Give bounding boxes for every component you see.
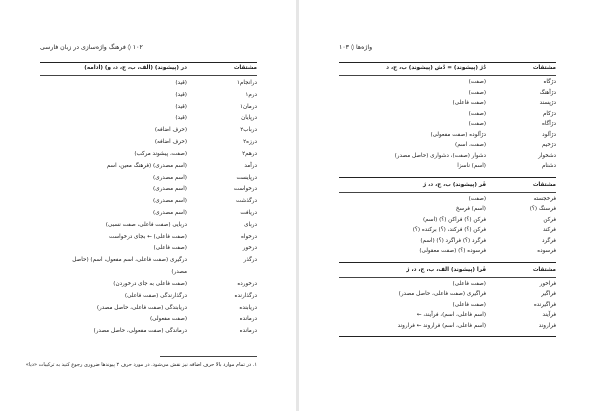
- description-cell: (اسم مصدری): [153, 210, 187, 216]
- term-cell: دریافت: [240, 210, 257, 216]
- column-header-terms: مشتقات: [233, 65, 257, 71]
- term-cell: دژخیم: [541, 142, 556, 148]
- term-cell: درخواه: [240, 233, 257, 240]
- term-cell: درم۱: [245, 91, 257, 98]
- column-header-type: فَرا (پیشوند) الف، ب، ج، د، ژ: [406, 266, 486, 273]
- term-cell: درهم۲: [242, 150, 257, 157]
- term-cell: فرگرد: [541, 237, 556, 244]
- term-cell: فرکن: [543, 216, 556, 223]
- term-cell: فراروند: [538, 322, 556, 329]
- description-cell: (قید): [175, 91, 187, 98]
- page-header: واژه‌ها ◊ ۱۰۳: [339, 44, 373, 51]
- description-cell: دریابندگی (صفت فاعلی، حاصل مصدر): [96, 304, 187, 311]
- term-cell: دریابنده: [239, 304, 257, 311]
- description-cell: (صفت فاعلی): [153, 245, 187, 252]
- description-cell: درگیری (صفت فاعلی، اسم مفعول، اسم) (حاصل: [72, 257, 187, 264]
- table-top-rule: [339, 62, 556, 63]
- header-rule: [339, 192, 556, 193]
- term-cell: دربای: [244, 221, 257, 228]
- term-cell: درمانده: [239, 328, 257, 335]
- description-cell: (صفت): [468, 79, 486, 85]
- description-cell: (صفت مفعولی): [150, 316, 187, 323]
- description-cell: فراگیری (صفت فاعلی، حاصل مصدر): [398, 291, 486, 297]
- description-cell: (حرف اضافه): [154, 139, 187, 146]
- description-cell: (صفت فاعلی به جای درخوردن): [113, 280, 187, 287]
- term-cell: فرکند: [542, 227, 556, 233]
- column-header-type: در (پیشوند) (الف، ب، ج، د، و) (ادامه): [84, 65, 187, 71]
- description-cell: (حرف اضافه): [154, 127, 187, 134]
- description-cell: (صفت فاعلی) ← بجای درخواست: [109, 233, 187, 240]
- description-cell: (صفت): [468, 89, 486, 96]
- term-cell: درپایان: [241, 115, 257, 122]
- description-cell: (اسم فاعلی، اسم) فراروند ← فراروند: [397, 322, 486, 329]
- section-bottom-rule: [339, 336, 556, 337]
- description-cell: دربایی (صفت فاعلی، صفت نسبی): [105, 221, 187, 228]
- term-cell: درانجام۱: [236, 80, 257, 86]
- description-cell: (قید): [175, 115, 187, 122]
- description-cell: دژآلوده (صفت مفعولی): [430, 131, 486, 138]
- term-cell: فرخجسته: [533, 195, 556, 202]
- description-cell: فرسوده (؟) (صفت معقولی): [419, 248, 486, 254]
- term-cell: درگذارنده: [234, 292, 257, 299]
- term-cell: فرسنگ (؟): [529, 206, 556, 212]
- description-cell: (اسم) ناسزا: [457, 163, 486, 169]
- term-cell: دشنام: [541, 163, 556, 169]
- table-top-rule: [40, 62, 257, 63]
- term-cell: فراخور: [539, 280, 556, 287]
- left-page: [0, 0, 297, 411]
- section-bottom-rule: [339, 262, 556, 263]
- description-cell: درگذارندگی (صفت فاعلی): [124, 292, 187, 299]
- description-cell: (صفت): [468, 121, 486, 127]
- term-cell: دژگاه: [543, 79, 556, 85]
- header-rule: [40, 75, 257, 76]
- term-cell: دشخوار: [538, 152, 556, 159]
- description-cell: (اسم فاعلی، اسم)، فرآیند، ←: [416, 312, 486, 318]
- description-cell: (صفت فاعلی): [452, 301, 486, 308]
- description-cell: (اسم مصدری): [153, 174, 187, 181]
- term-cell: فرسوده: [537, 248, 556, 254]
- description-cell: فرکن (؟) فراکن (؟) (اسم): [422, 216, 486, 223]
- term-cell: دژپسند: [539, 100, 556, 106]
- description-cell: (اسم مصدری): [153, 198, 187, 205]
- header-rule: [339, 277, 556, 278]
- description-cell: (صفت فاعلی): [452, 100, 486, 106]
- term-cell: درگذشت: [236, 198, 257, 205]
- footnote-rule: [160, 356, 257, 357]
- column-header-terms: مشتقات: [532, 65, 556, 71]
- description-cell: فرکن (؟) فرکند، (؟) برکنده (؟): [412, 227, 486, 233]
- header-rule: [339, 75, 556, 76]
- column-header-terms: مشتقات: [532, 266, 556, 273]
- term-cell: درخور: [242, 245, 257, 252]
- right-page: [299, 0, 596, 411]
- description-cell: (صفت، پیشوند مرکب): [134, 150, 187, 157]
- description-cell: (اسم) فرسخ: [455, 206, 486, 212]
- description-cell: فرگرد (؟) فراگرد (؟) (اسم): [420, 237, 486, 244]
- term-cell: درخواست: [233, 186, 257, 193]
- term-cell: درآمد: [244, 162, 257, 169]
- footnote: ۱. در تمام موارد بالا حرف اضافه نیز نقش می‌شود. در مورد حرف ۲ پیوندها ضروری رجوع کنید به ترکیبات «دیا»: [25, 362, 257, 368]
- term-cell: درباب۲: [240, 127, 257, 134]
- term-cell: درخورده: [237, 280, 257, 287]
- description-cell: (قید): [175, 103, 187, 110]
- description-cell: مصدر): [171, 269, 187, 276]
- term-cell: درگذر: [243, 257, 257, 264]
- description-cell: درماندگی (صفت مفعولی، حاصل مصدر): [93, 328, 187, 335]
- term-cell: دژآلود: [542, 131, 556, 138]
- section-bottom-rule: [339, 177, 556, 178]
- description-cell: (اسم مصدری) (فرهنگ معین، اسم: [106, 162, 187, 169]
- term-cell: دژکام: [542, 110, 556, 117]
- description-cell: (صفت فاعلی): [452, 280, 486, 287]
- page-header: ۱۰۲ ◊ فرهنگ واژه‌سازی در زبان فارسی: [40, 44, 143, 51]
- description-cell: (اسم مصدری): [153, 186, 187, 193]
- term-cell: درپایست: [236, 174, 257, 181]
- term-cell: درمانده: [239, 316, 257, 323]
- term-cell: فراگیرنده: [533, 301, 556, 308]
- column-header-type: فَر (پیشوند) ب، ج، د، ژ: [422, 181, 486, 188]
- description-cell: دشوار (صفت)، دشواری (حاصل مصدر): [394, 152, 486, 159]
- term-cell: دژآگاه: [541, 121, 556, 127]
- term-cell: درمان۱: [239, 103, 257, 110]
- description-cell: (صفت): [468, 110, 486, 117]
- description-cell: (صفت، اسم): [455, 142, 486, 148]
- description-cell: (صفت): [468, 195, 486, 202]
- term-cell: دژآهنگ: [539, 89, 556, 96]
- column-header-terms: مشتقات: [532, 181, 556, 188]
- column-header-type: دُژ (پیشوند) = دُش (پیشوند) ب، ج، د: [386, 65, 486, 71]
- term-cell: فراگیر: [541, 291, 556, 297]
- term-cell: فرآیند: [542, 312, 556, 318]
- term-cell: درزه۲: [243, 139, 257, 146]
- description-cell: (قید): [175, 80, 187, 86]
